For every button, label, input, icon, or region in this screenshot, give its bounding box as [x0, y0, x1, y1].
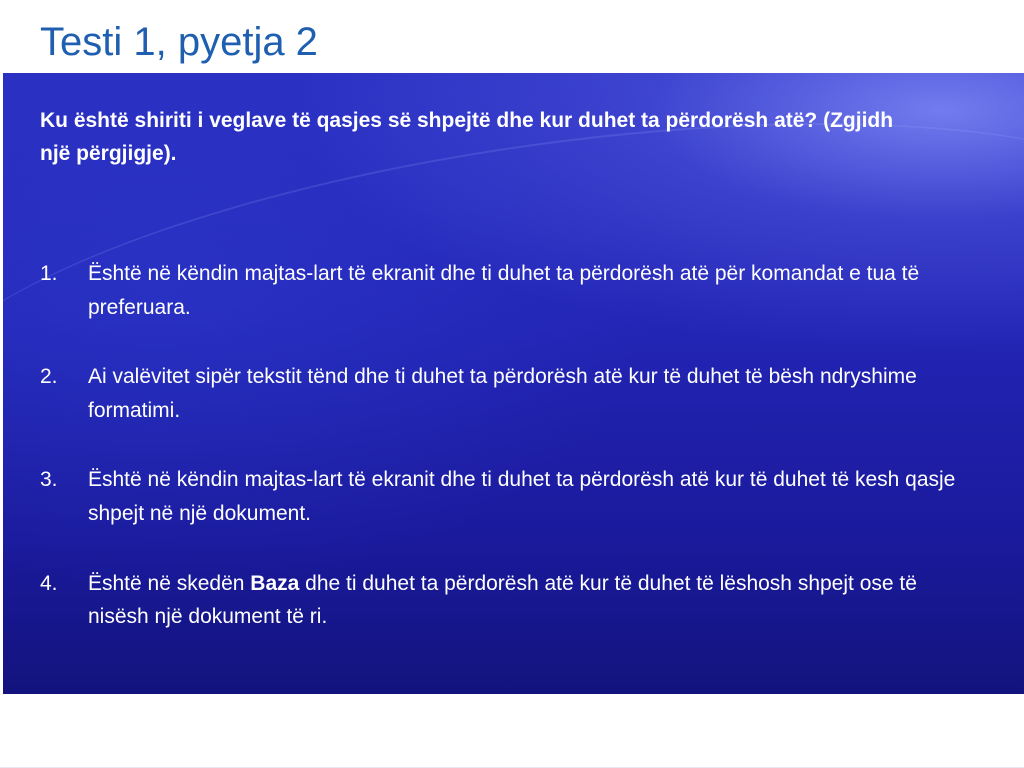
answer-text-after: dhe ti duhet ta përdorësh atë kur të duhet të lëshosh shpejt ose të nisësh një dokument të ri.: [88, 571, 917, 629]
answer-number: 4.: [40, 571, 58, 595]
answer-number: 2.: [40, 365, 58, 389]
answer-option-1[interactable]: [40, 257, 960, 324]
answer-option-2[interactable]: [40, 360, 960, 427]
slide-title: Testi 1, pyetja 2: [40, 20, 318, 64]
question-text: Ku është shiriti i veglave të qasjes së shpejtë dhe kur duhet ta përdorësh atë? (Zgjidh një përgjigje).: [40, 109, 894, 165]
answer-text-before: Është në skedën: [88, 571, 251, 595]
answer-text-bold: Baza: [250, 571, 300, 595]
answer-option-3[interactable]: [40, 463, 960, 530]
answer-text: Është në këndin majtas-lart të ekranit dhe ti duhet ta përdorësh atë për komandat e tua të preferuara.: [88, 262, 920, 319]
answer-text: Ai valëvitet sipër tekstit tënd dhe ti duhet ta përdorësh atë kur të duhet të bësh ndryshime formatimi.: [88, 365, 917, 422]
content-panel: [3, 73, 1024, 694]
answer-list: [40, 257, 960, 670]
answer-text: Është në këndin majtas-lart të ekranit dhe ti duhet ta përdorësh atë kur të duhet të kesh qasje shpejt në një dokument.: [88, 468, 956, 525]
answer-number: 3.: [40, 468, 58, 492]
answer-number: 1.: [40, 262, 58, 285]
answer-option-4[interactable]: [40, 567, 960, 634]
